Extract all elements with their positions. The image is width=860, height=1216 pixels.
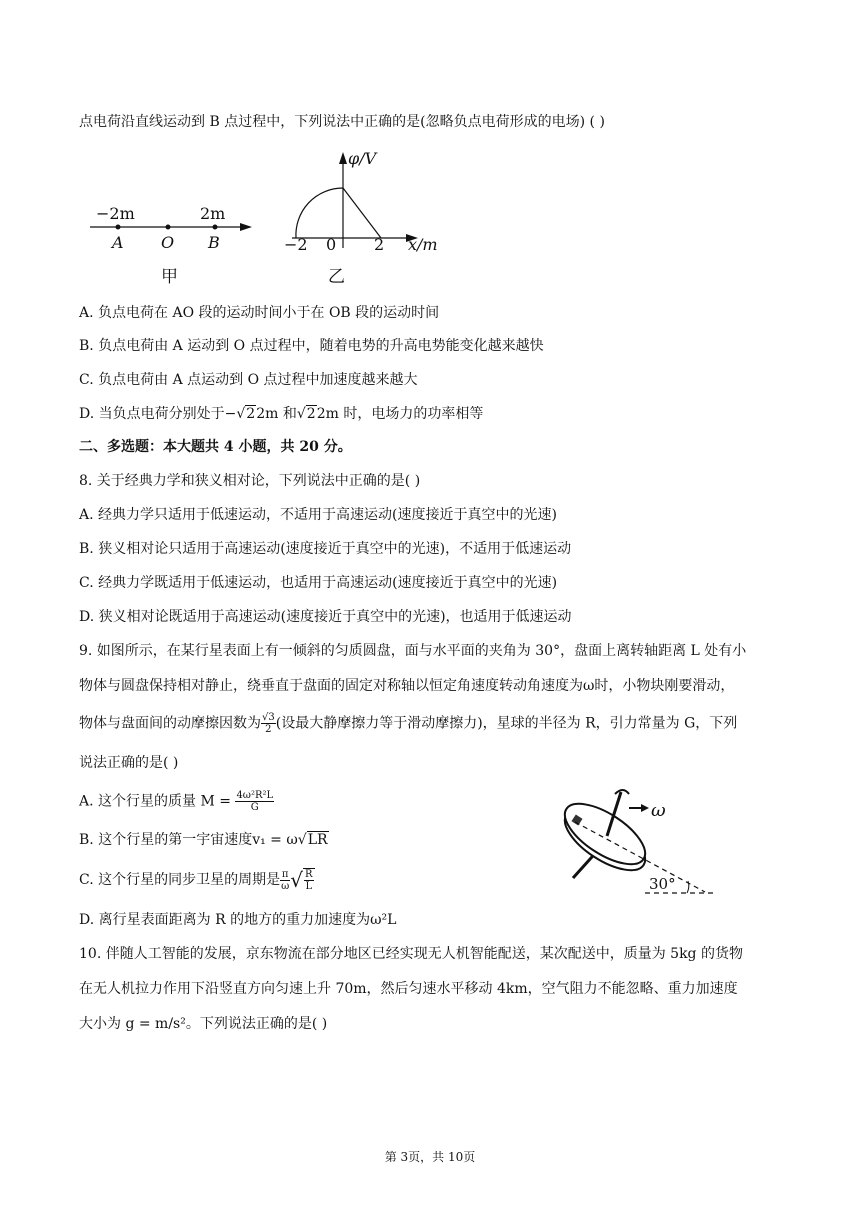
q10-line-2: 在无人机拉力作用下沿竖直方向匀速上升 70m，然后匀速水平移动 4km，空气阻力不能忽略、重力加速度 [79, 981, 738, 997]
sqrt-lr: LR [307, 832, 328, 848]
q9-option-b-pre: B. 这个行星的第一宇宙速度v₁ = ω [79, 832, 298, 848]
q9-line-1: 9. 如图所示，在某行星表面上有一倾斜的匀质圆盘，面与水平面的夹角为 30°，盘面上离转轴距离 L 处有小 [79, 643, 747, 659]
fraction-numerator: 4ω²R²L [236, 790, 274, 801]
friction-fraction [261, 712, 276, 735]
tick-zero: 0 [326, 235, 337, 254]
q8-option-b: B. 狭义相对论只适用于高速运动(速度接近于真空中的光速)，不适用于低速运动 [79, 541, 572, 557]
q7-option-d [79, 404, 483, 424]
q7-option-d-mid: 2m 和 [256, 406, 297, 422]
sqrt-sign: √ [297, 832, 307, 848]
label-point-b: B [208, 233, 220, 252]
tilted-disc-figure [545, 782, 725, 900]
tick-2: 2 [374, 235, 385, 254]
q10-line-1: 10. 伴随人工智能的发展，京东物流在部分地区已经实现无人机智能配送，某次配送中，质量为 5kg 的货物 [79, 946, 743, 962]
q10-line-3: 大小为 g = m/s²。下列说法正确的是( ) [79, 1016, 328, 1032]
label-point-o: O [161, 233, 175, 252]
q9-option-c-pre: C. 这个行星的同步卫星的周期是 [79, 872, 281, 888]
q7-option-c: C. 负点电荷由 A 点运动到 O 点过程中加速度越来越大 [79, 372, 418, 388]
omega-label: ω [651, 800, 666, 821]
q7-option-b: B. 负点电荷由 A 运动到 O 点过程中，随着电势的升高电势能变化越来越快 [79, 338, 544, 354]
q7-option-d-pre: D. 当负点电荷分别处于− [79, 406, 237, 422]
label-neg-2m: −2m [96, 204, 135, 223]
sqrt-sign: √ [296, 406, 306, 422]
fraction-numerator: π [281, 868, 289, 880]
q7-option-d-post: 2m 时，电场力的功率相等 [316, 406, 484, 422]
fraction-denominator: 2 [265, 724, 272, 735]
x-axis-label: x/m [408, 235, 438, 254]
q9-option-a-pre: A. 这个行星的质量 M = [79, 793, 236, 810]
sqrt-two: 2 [246, 406, 256, 422]
fraction-numerator: √3 [262, 712, 275, 723]
fraction-denominator: L [305, 881, 313, 892]
q8-option-c: C. 经典力学既适用于低速运动，也适用于高速运动(速度接近于真空中的光速) [79, 575, 558, 591]
q8-stem: 8. 关于经典力学和狭义相对论，下列说法中正确的是( ) [79, 473, 421, 489]
section-heading: 二、多选题：本大题共 4 小题，共 20 分。 [79, 439, 352, 455]
figure-yi [282, 148, 452, 256]
fraction-denominator: ω [281, 880, 290, 892]
angle-label: 30° [649, 875, 676, 893]
tick-neg-2: −2 [284, 235, 308, 254]
sqrt-r-over-l [303, 868, 315, 892]
label-point-a: A [112, 233, 124, 252]
q9-line-3 [79, 712, 737, 735]
q8-option-d: D. 狭义相对论既适用于高速运动(速度接近于真空中的光速)，也适用于低速运动 [79, 609, 572, 625]
q9-option-d: D. 离行星表面距离为 R 的地方的重力加速度为ω²L [79, 912, 397, 928]
sqrt-sign: √ [236, 406, 246, 422]
q7-option-a: A. 负点电荷在 AO 段的运动时间小于在 OB 段的运动时间 [79, 305, 440, 321]
caption-yi: 乙 [328, 267, 345, 287]
q9-option-a [79, 790, 274, 813]
q9-line-2: 物体与圆盘保持相对静止，绕垂直于盘面的固定对称轴以恒定角速度转动角速度为ω时，小物块刚要滑动， [79, 678, 735, 694]
caption-jia: 甲 [161, 267, 178, 287]
q9-line-3-pre: 物体与盘面间的动摩擦因数为 [79, 715, 261, 732]
period-fraction [280, 869, 290, 892]
mass-fraction [235, 790, 274, 813]
label-2m: 2m [200, 204, 226, 223]
sqrt-sign: √ [290, 868, 304, 892]
q8-option-a: A. 经典力学只适用于低速运动，不适用于高速运动(速度接近于真空中的光速) [79, 507, 557, 523]
q9-option-c [79, 868, 315, 892]
page-footer: 第 3页，共 10页 [384, 1150, 476, 1164]
question-7-intro: 点电荷沿直线运动到 B 点过程中，下列说法中正确的是(忽略负点电荷形成的电场) ( ) [79, 114, 605, 130]
q9-line-4: 说法正确的是( ) [79, 755, 179, 771]
q9-option-b [79, 830, 329, 850]
q9-line-3-post: (设最大静摩擦力等于滑动摩擦力)，星球的半径为 R，引力常量为 G，下列 [275, 715, 738, 732]
fraction-denominator: G [250, 802, 259, 813]
fraction-numerator: R [305, 869, 313, 880]
y-axis-label: φ/V [348, 149, 377, 168]
figure-jia [82, 198, 262, 262]
sqrt-two: 2 [306, 406, 316, 422]
